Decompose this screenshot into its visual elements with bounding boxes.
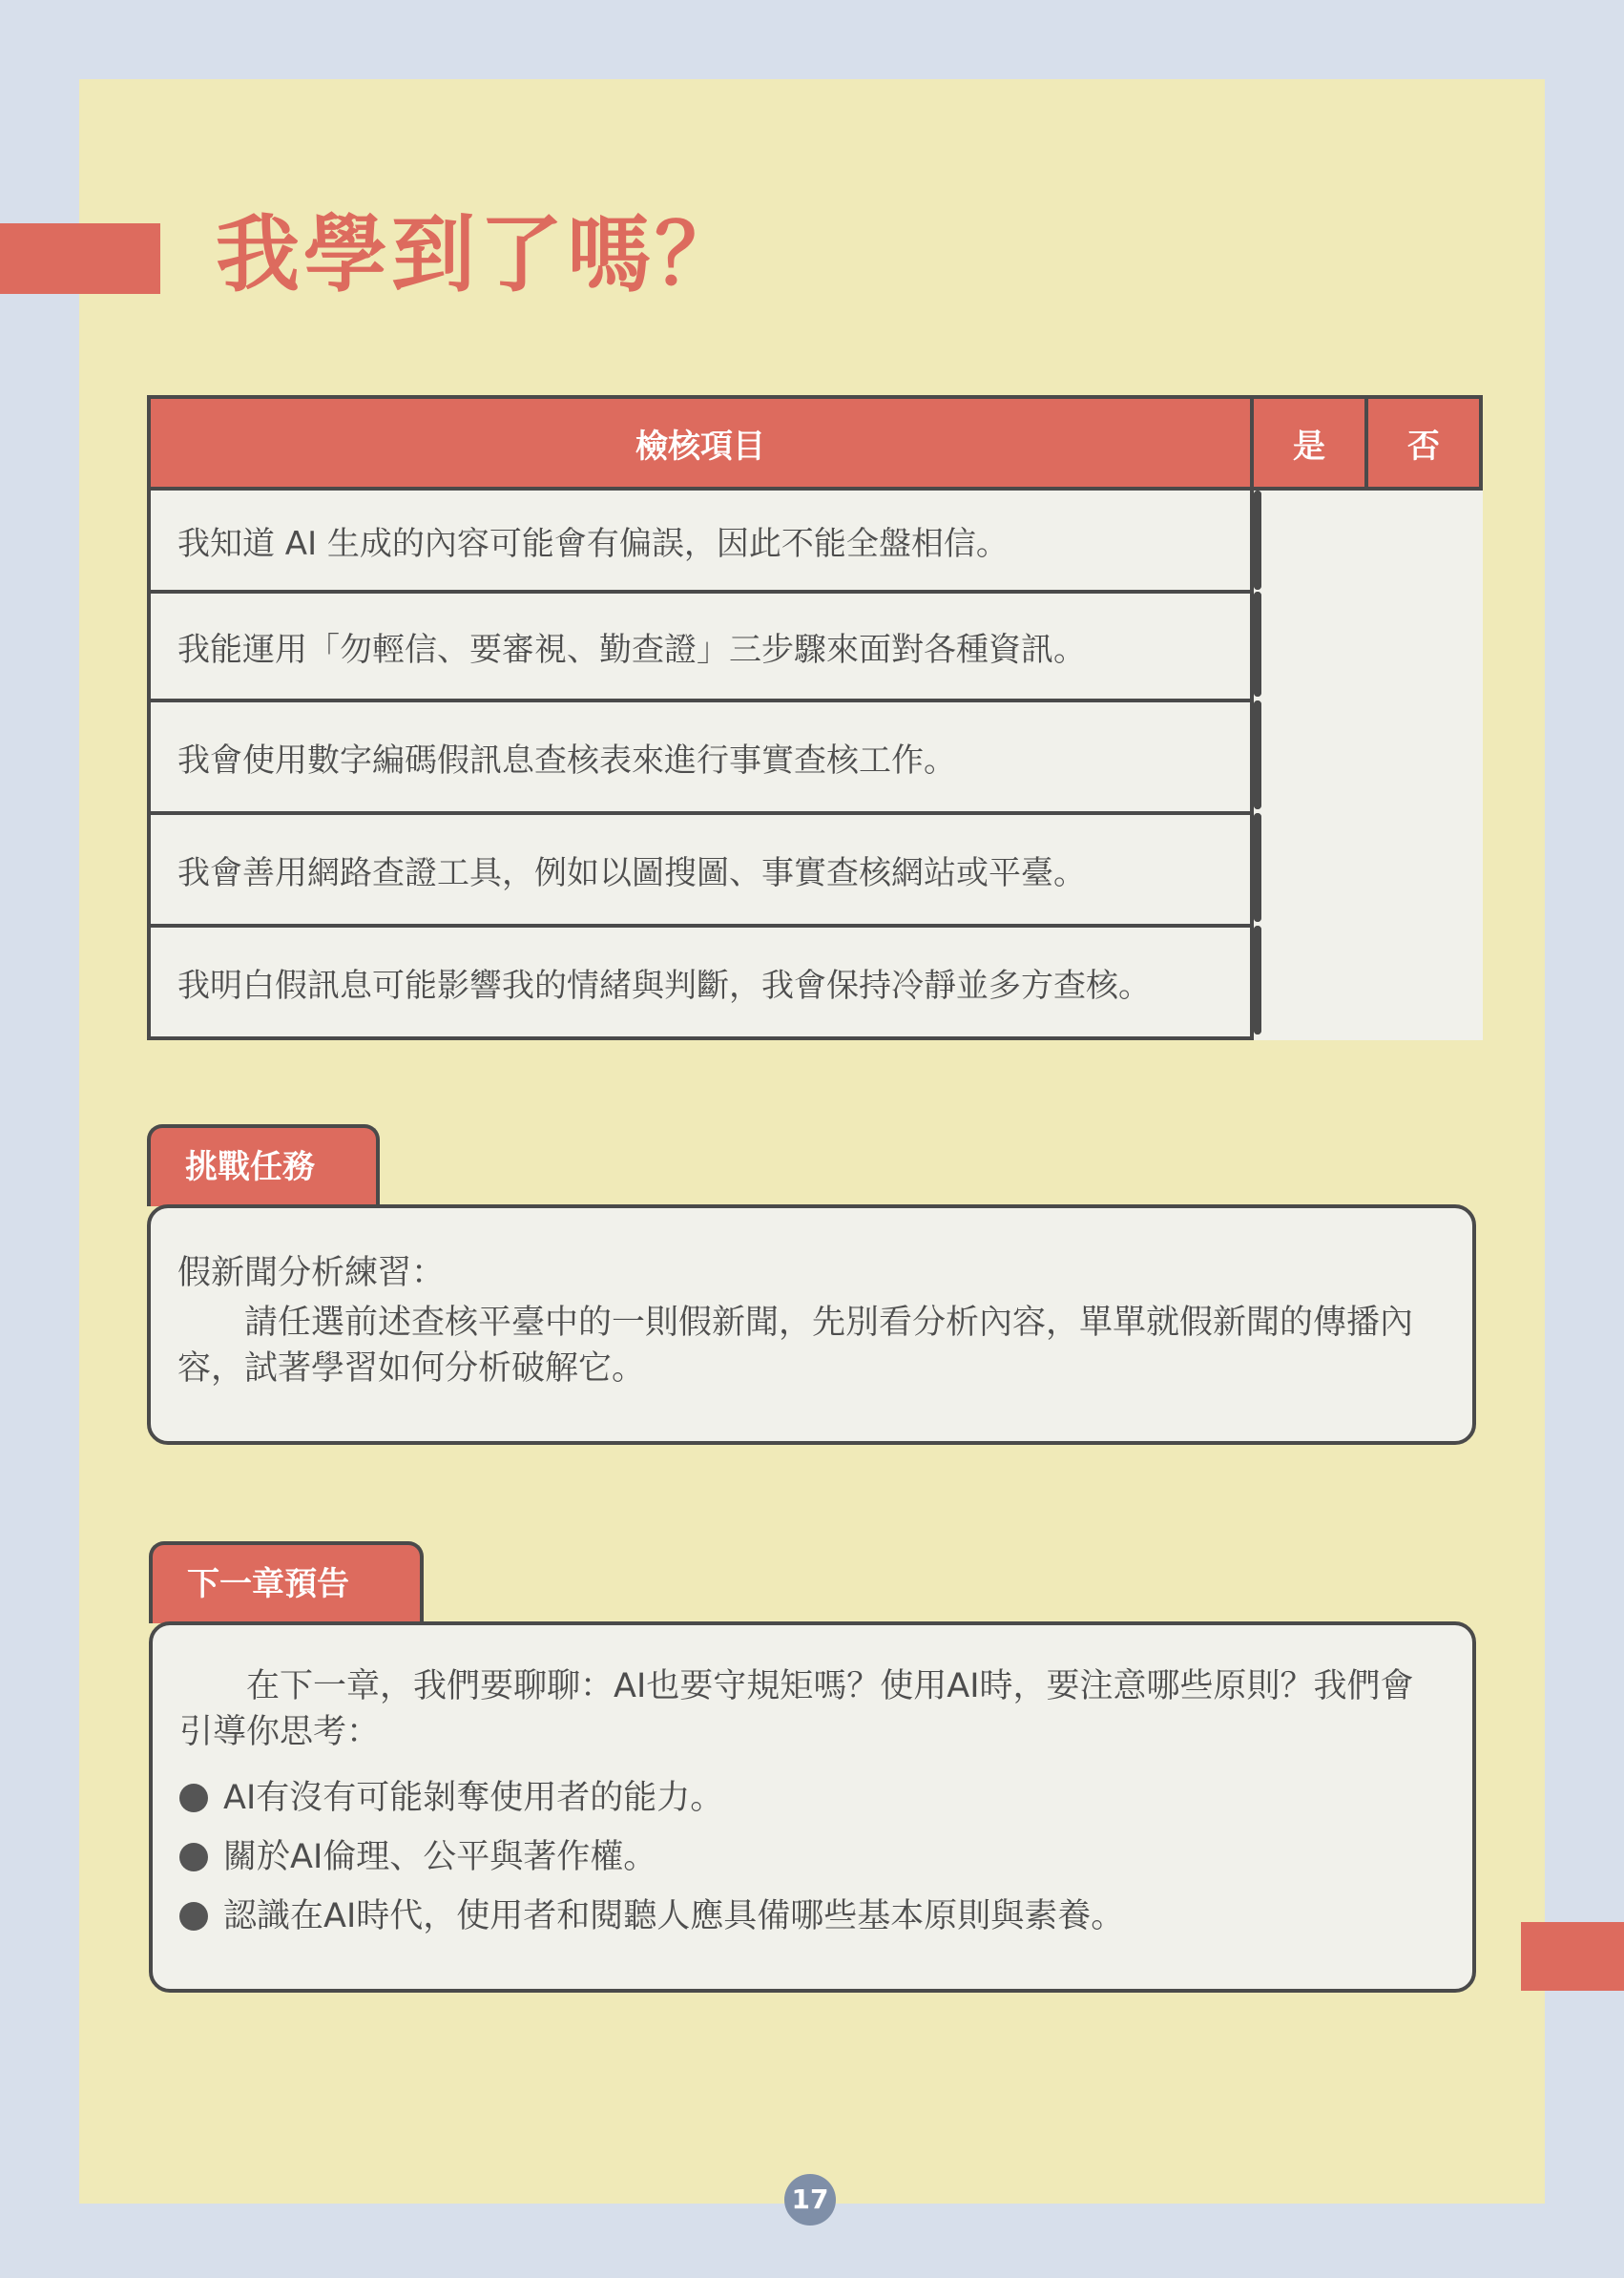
list-item	[179, 1887, 1446, 1946]
challenge-heading: 假新聞分析練習：	[177, 1254, 446, 1292]
checklist-item: 我能運用「勿輕信、要審視、勤查證」三步驟來面對各種資訊。	[149, 592, 1252, 700]
header-yes: 是	[1252, 397, 1366, 489]
challenge-body: 請任選前述查核平臺中的一則假新聞，先別看分析內容，單單就假新聞的傳播內容，試著學習如何分析破解它。	[177, 1304, 1414, 1388]
page-number: 17	[784, 2174, 836, 2226]
next-chapter-box	[149, 1621, 1476, 1993]
header-item: 檢核項目	[149, 397, 1252, 489]
next-chapter-intro: 在下一章，我們要聊聊：AI也要守規矩嗎？使用AI時，要注意哪些原則？我們會引導你思考：	[179, 1667, 1414, 1751]
checklist-header-row	[149, 397, 1481, 489]
list-item-text: 關於AI倫理、公平與著作權。	[223, 1838, 657, 1876]
checklist-item: 我明白假訊息可能影響我的情緒與判斷，我會保持冷靜並多方查核。	[149, 926, 1252, 1038]
no-checkbox-cell[interactable]	[1254, 592, 1261, 697]
table-row	[149, 592, 1481, 700]
no-checkbox-cell[interactable]	[1254, 926, 1261, 1035]
checklist-item: 我會善用網路查證工具，例如以圖搜圖、事實查核網站或平臺。	[149, 813, 1252, 926]
no-checkbox-cell[interactable]	[1254, 491, 1261, 590]
right-accent-band	[1521, 1922, 1624, 1991]
list-item	[179, 1768, 1446, 1828]
checklist-item: 我知道 AI 生成的內容可能會有偏誤，因此不能全盤相信。	[149, 489, 1252, 592]
left-accent-band	[0, 223, 160, 294]
no-checkbox-cell[interactable]	[1254, 700, 1261, 809]
next-chapter-list	[179, 1768, 1446, 1946]
list-item-text: AI有沒有可能剝奪使用者的能力。	[223, 1779, 724, 1817]
bullet-dot-icon	[179, 1902, 208, 1931]
no-checkbox-cell[interactable]	[1254, 813, 1261, 922]
page-title: 我學到了嗎？	[216, 205, 743, 303]
next-chapter-tab: 下一章預告	[149, 1541, 424, 1623]
checklist-item: 我會使用數字編碼假訊息查核表來進行事實查核工作。	[149, 700, 1252, 813]
table-row	[149, 489, 1481, 592]
bullet-dot-icon	[179, 1843, 208, 1871]
table-row	[149, 813, 1481, 926]
header-no: 否	[1366, 397, 1481, 489]
checklist-table	[147, 395, 1483, 1040]
table-row	[149, 700, 1481, 813]
table-row	[149, 926, 1481, 1038]
challenge-box	[147, 1204, 1476, 1445]
bullet-dot-icon	[179, 1784, 208, 1812]
list-item-text: 認識在AI時代，使用者和閱聽人應具備哪些基本原則與素養。	[223, 1897, 1125, 1935]
challenge-tab: 挑戰任務	[147, 1124, 380, 1206]
list-item	[179, 1828, 1446, 1887]
